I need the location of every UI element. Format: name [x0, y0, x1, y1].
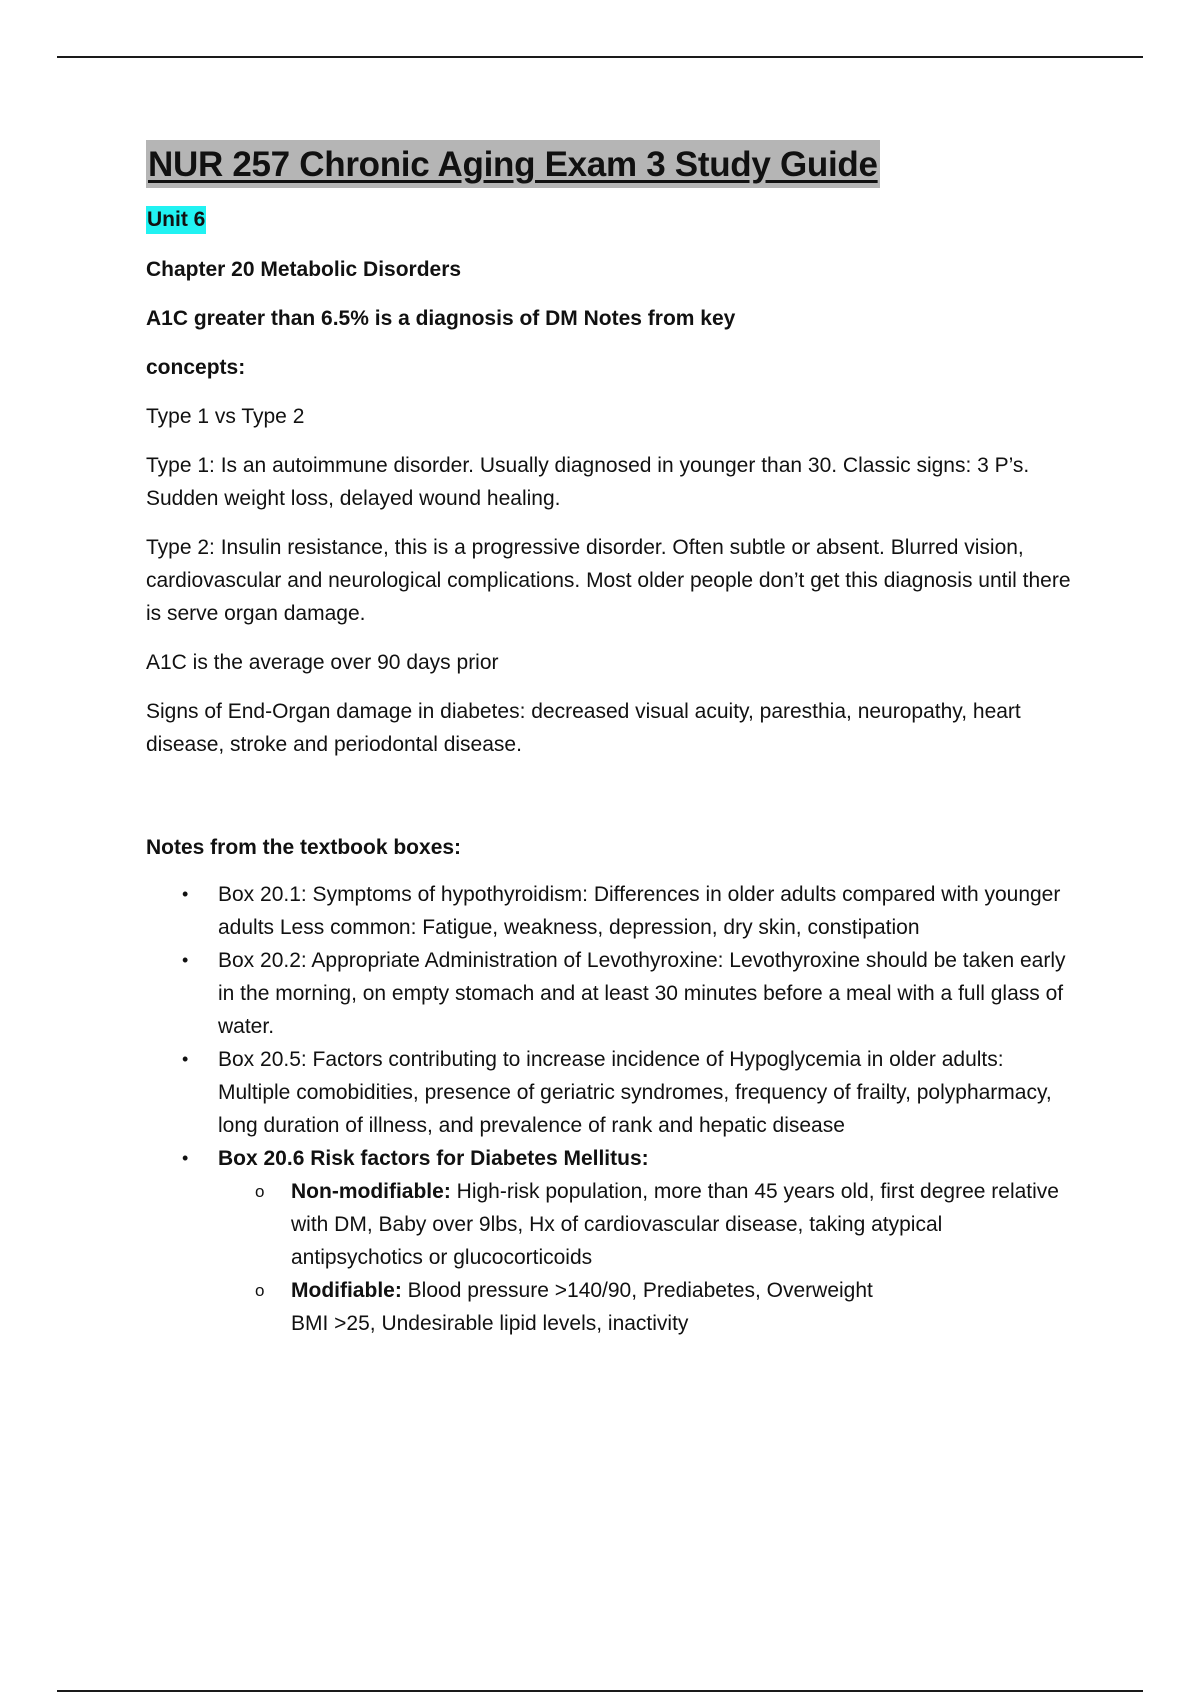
chapter-heading: Chapter 20 Metabolic Disorders	[146, 258, 462, 281]
type1-paragraph: Type 1: Is an autoimmune disorder. Usually diagnosed in younger than 30. Classic signs: 3 P’s. Sudden weight loss, delayed wound healing.	[146, 454, 1030, 510]
top-rule	[57, 56, 1143, 58]
end-organ-paragraph: Signs of End-Organ damage in diabetes: decreased visual acuity, paresthia, neuropathy, heart disease, stroke and periodontal disease.	[146, 700, 1021, 756]
bottom-rule	[57, 1690, 1143, 1692]
box-20-6-heading: Box 20.6 Risk factors for Diabetes Mellitus:	[218, 1147, 649, 1170]
title-row	[146, 140, 1076, 188]
modifiable-label: Modifiable:	[291, 1279, 402, 1302]
list-item: • Box 20.2: Appropriate Administration of Levothyroxine: Levothyroxine should be taken early in the morning, on empty stomach and at least 30 minutes before a meal with a full glass of water.	[146, 944, 1076, 1043]
nonmodifiable-text: High-risk population, more than 45 years old, first degree relative with DM, Baby over 9lbs, Hx of cardiovascular disease, taking atypical antipsychotics or glucocorticoids	[291, 1180, 1059, 1269]
risk-factor-list	[218, 1175, 1076, 1340]
type2-paragraph: Type 2: Insulin resistance, this is a progressive disorder. Often subtle or absent. Blurred vision, cardiovascular and neurological complications. Most older people don’t get this diagnosis until there is serve organ damage.	[146, 536, 1071, 625]
a1c-heading-line2: concepts:	[146, 356, 246, 379]
risk-modifiable	[218, 1274, 1076, 1340]
box-list	[146, 878, 1076, 1340]
nonmodifiable-label: Non-modifiable:	[291, 1180, 451, 1203]
type-compare: Type 1 vs Type 2	[146, 405, 305, 428]
unit-label: Unit 6	[146, 206, 206, 234]
a1c-average: A1C is the average over 90 days prior	[146, 651, 499, 674]
document-body	[146, 140, 1076, 1340]
list-item-box-20-6	[146, 1142, 1076, 1340]
document-title: NUR 257 Chronic Aging Exam 3 Study Guide	[146, 140, 880, 188]
notes-heading: Notes from the textbook boxes:	[146, 836, 462, 859]
unit-row	[146, 188, 1076, 234]
modifiable-text-line2: BMI >25, Undesirable lipid levels, inactivity	[291, 1312, 689, 1335]
list-item: • Box 20.1: Symptoms of hypothyroidism: Differences in older adults compared with younger adults Less common: Fatigue, weakness, depression, dry skin, constipation	[146, 878, 1076, 944]
risk-nonmodifiable	[218, 1175, 1076, 1274]
list-item: • Box 20.5: Factors contributing to increase incidence of Hypoglycemia in older adults: Multiple comobidities, presence of geriatric syndromes, frequency of frailty, polypharmacy, long duration of illness, and prevalence of rank and hepatic disease	[146, 1043, 1076, 1142]
modifiable-text-line1: Blood pressure >140/90, Prediabetes, Overweight	[401, 1279, 873, 1302]
a1c-heading-line1: A1C greater than 6.5% is a diagnosis of DM Notes from key	[146, 307, 736, 330]
